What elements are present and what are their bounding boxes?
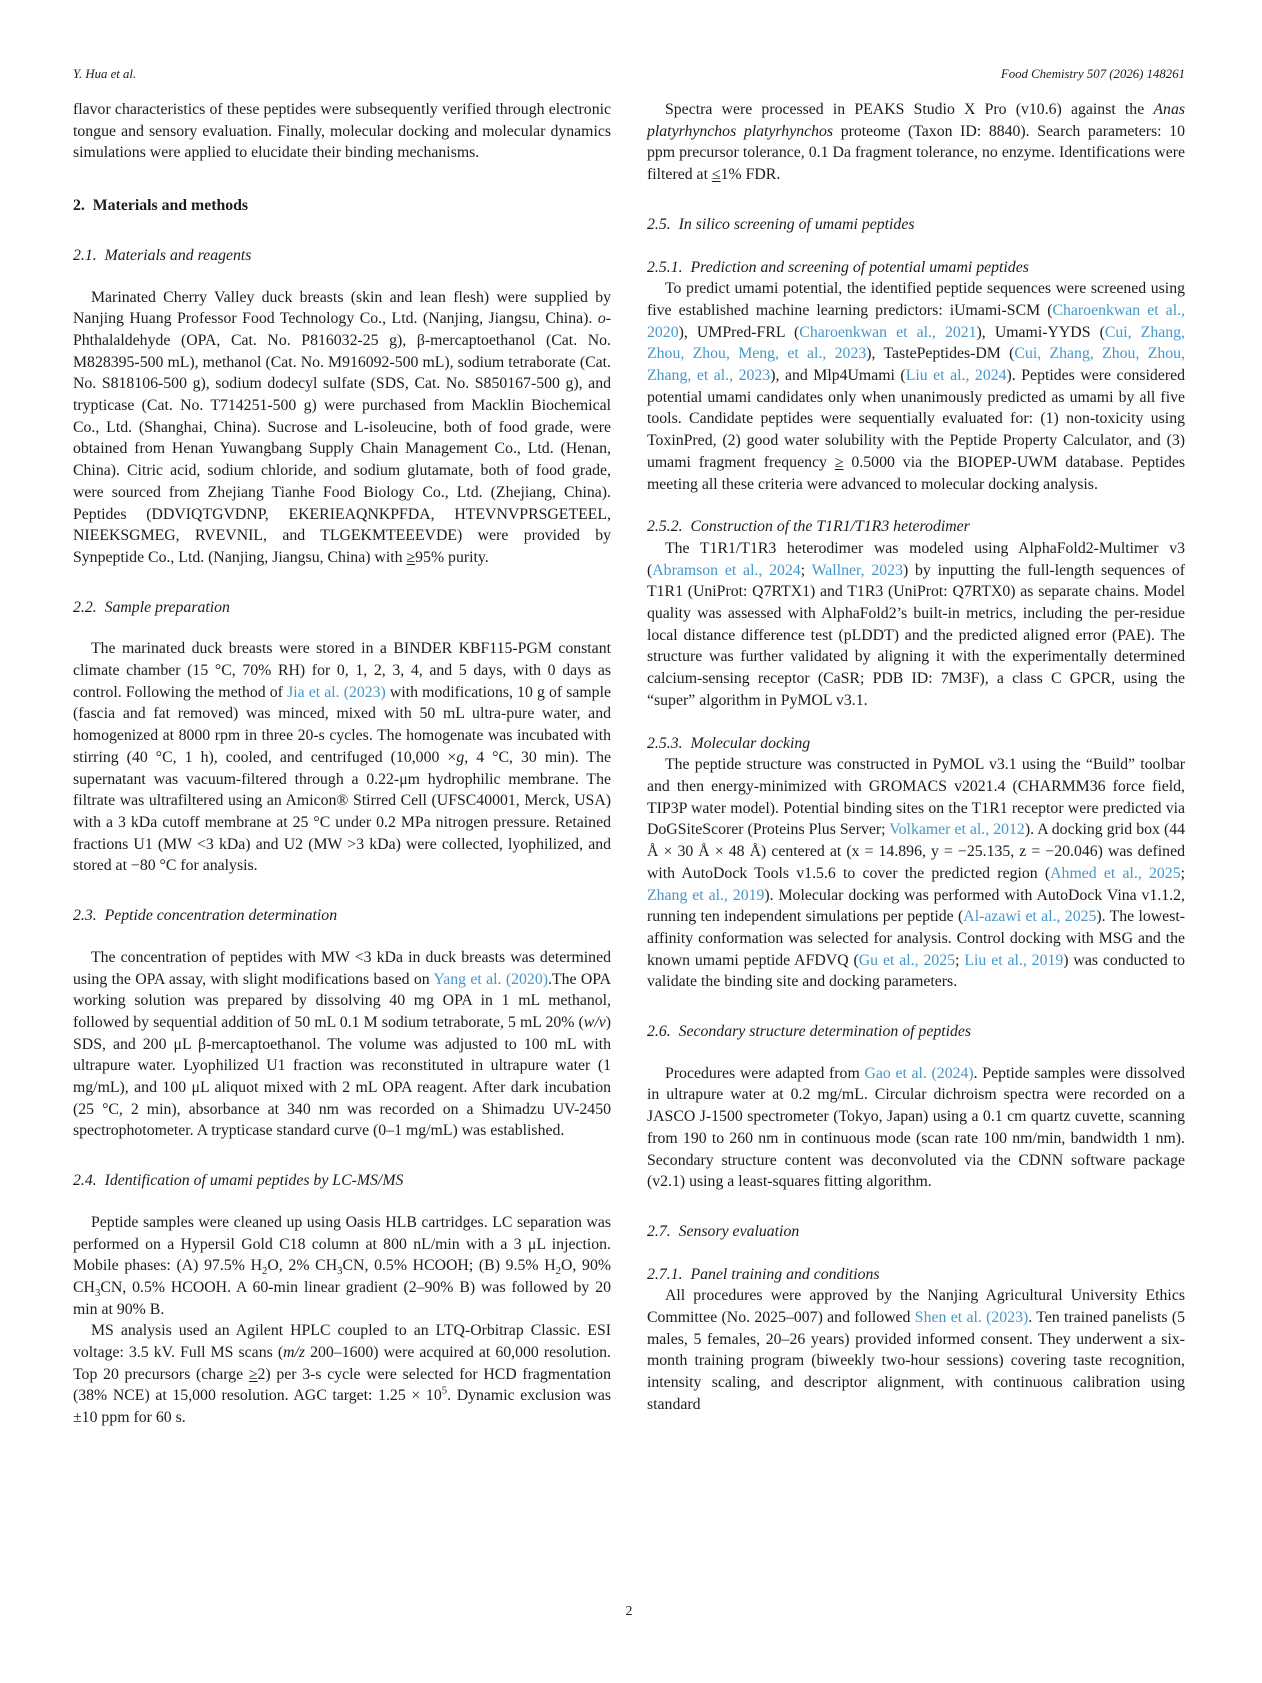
- citation-link[interactable]: Charoenkwan et al., 2021: [799, 323, 977, 341]
- paragraph: Spectra were processed in PEAKS Studio X Pro (v10.6) against the Anas platyrhynchos platyrhynchos proteome (Taxon ID: 8840). Search parameters: 10 ppm precursor tolerance, 0.1 Da fragment tolerance, no enzyme. Identifications were filtered at ≤1% FDR.: [647, 101, 1185, 184]
- citation-link[interactable]: Cui, Zhang, Zhou, Zhou, Zhang, et al., 2023: [647, 345, 1186, 385]
- subsubsection-heading: 2.5.1. Prediction and screening of potential umami peptides: [647, 258, 1029, 276]
- page-number: 2: [625, 1603, 633, 1618]
- subsection-heading: 2.1. Materials and reagents: [73, 246, 252, 264]
- underlined-symbol: ≤: [711, 166, 721, 184]
- subscript-text: 2: [262, 1265, 268, 1278]
- citation-link[interactable]: Volkamer et al., 2012: [889, 821, 1025, 839]
- citation-link[interactable]: Ahmed et al., 2025: [1050, 864, 1181, 882]
- italic-text: g: [456, 748, 465, 766]
- underlined-symbol: ≥: [834, 453, 844, 471]
- subsection-heading: 2.2. Sample preparation: [73, 598, 230, 616]
- paragraph: Procedures were adapted from Gao et al. (2024). Peptide samples were dissolved in ultrapure water at 0.2 mg/mL. Circular dichroism spectra were recorded on a JASCO J-1500 spectrometer (Tokyo, Japan) using a 0.1 cm quartz cuvette, scanning from 190 to 260 nm in continuous mode (scan rate 100 nm/min, bandwidth 1 nm). Secondary structure content was deconvoluted via the CDNN software package (v2.1) using a least-squares fitting algorithm.: [647, 1064, 1185, 1191]
- paragraph: MS analysis used an Agilent HPLC coupled to an LTQ-Orbitrap Classic. ESI voltage: 3.5 kV. Full MS scans (m/z 200–1600) were acquired at 60,000 resolution. Top 20 precursors (charge ≥2) per 3-s cycle were selected for HCD fragmentation (38% NCE) at 15,000 resolution. AGC target: $1.25 \times 10^5$. Dynamic exclusion was ±10 ppm for 60 s.: [73, 1322, 612, 1427]
- citation-link[interactable]: Cui, Zhang, Zhou, Zhou, Meng, et al., 2023: [647, 323, 1185, 363]
- subsection-heading: 2.4. Identification of umami peptides by LC-MS/MS: [73, 1172, 404, 1190]
- subsection-heading: 2.3. Peptide concentration determination: [73, 907, 338, 925]
- citation-link[interactable]: Gao et al. (2024): [864, 1064, 974, 1082]
- subsection-heading: 2.5. In silico screening of umami peptides: [647, 215, 915, 233]
- citation-link[interactable]: Al-azawi et al., 2025: [963, 908, 1097, 926]
- paragraph: To predict umami potential, the identified peptide sequences were screened using five established machine learning predictors: iUmami-SCM (Charoenkwan et al., 2020), UMPred-FRL (Charoenkwan et al., 2021), Umami-YYDS (Cui, Zhang, Zhou, Zhou, Meng, et al., 2023), TastePeptides-DM (Cui, Zhang, Zhou, Zhou, Zhang, et al., 2023), and Mlp4Umami (Liu et al., 2024). Peptides were considered potential umami candidates only when unanimously predicted as umami by all five tools. Candidate peptides were sequentially evaluated for: (1) non-toxicity using ToxinPred, (2) good water solubility with the Peptide Property Calculator, and (3) umami fragment frequency ≥ 0.5000 via the BIOPEP-UWM database. Peptides meeting all these criteria were advanced to molecular docking analysis.: [647, 280, 1186, 493]
- left-column: [73, 99, 611, 1429]
- right-column: [647, 99, 1185, 1429]
- underlined-symbol: ≥: [248, 1365, 258, 1383]
- citation-link[interactable]: Liu et al., 2019: [964, 951, 1064, 969]
- article-body: [73, 99, 1185, 1429]
- citation-link[interactable]: Wallner, 2023: [811, 561, 903, 579]
- italic-text: Anas platyrhynchos platyrhynchos: [647, 101, 1185, 140]
- running-header: [73, 67, 1185, 82]
- subsubsection-heading: 2.7.1. Panel training and conditions: [647, 1265, 880, 1283]
- section-heading: 2. Materials and methods: [73, 197, 249, 215]
- subsection-heading: 2.6. Secondary structure determination of peptides: [647, 1023, 972, 1041]
- subscript-text: 2: [555, 1265, 562, 1278]
- subsection-heading: 2.7. Sensory evaluation: [647, 1222, 800, 1240]
- superscript-text: 5: [441, 1385, 448, 1398]
- paragraph: All procedures were approved by the Nanjing Agricultural University Ethics Committee (No. 2025–007) and followed Shen et al. (2023). Ten trained panelists (5 males, 5 females, 20–26 years) provided informed consent. They underwent a six-month training program (biweekly two-hour sessions) covering taste recognition, intensity scaling, and descriptor alignment, with continuous calibration using standard: [647, 1287, 1186, 1413]
- citation-link[interactable]: Liu et al., 2024: [905, 367, 1007, 385]
- paragraph: Peptide samples were cleaned up using Oasis HLB cartridges. LC separation was performed on a Hypersil Gold C18 column at 800 nL/min with a 3 μL injection. Mobile phases: (A) 97.5% $H_2O$, 2% $CH_3CN$, 0.5% HCOOH; (B) 9.5% $H_2O$, 90% $CH_3CN$, 0.5% HCOOH. A 60-min linear gradient (2–90% B) was followed by 20 min at 90% B.: [73, 1213, 612, 1318]
- paragraph: The T1R1/T1R3 heterodimer was modeled using AlphaFold2-Multimer v3 (Abramson et al., 2024; Wallner, 2023) by inputting the full-length sequences of T1R1 (UniProt: Q7RTX1) and T1R3 (UniProt: Q7RTX0) as separate chains. Model quality was assessed with AlphaFold2’s built-in metrics, including the per-residue local distance difference test (pLDDT) and the predicted aligned error (PAE). The structure was further validated by aligning it with the experimentally determined calcium-sensing receptor (CaSR; PDB ID: 7M3F), a class C GPCR, using the “super” algorithm in PyMOL v3.1.: [647, 539, 1185, 709]
- running-header-authors: Y. Hua et al.: [73, 67, 137, 81]
- citation-link[interactable]: Yang et al. (2020): [433, 970, 548, 988]
- italic-text: o: [597, 310, 606, 328]
- underlined-symbol: ≥: [406, 548, 416, 566]
- italic-text: m/z: [283, 1344, 306, 1362]
- citation-link[interactable]: Charoenkwan et al., 2020: [647, 301, 1185, 341]
- paragraph: Marinated Cherry Valley duck breasts (skin and lean flesh) were supplied by Nanjing Huang Professor Food Technology Co., Ltd. (Nanjing, Jiangsu, China). o-Phthalaldehyde (OPA, Cat. No. P816032-25 g), β-mercaptoethanol (Cat. No. M828395-500 mL), methanol (Cat. No. M916092-500 mL), sodium tetraborate (Cat. No. S818106-500 g), sodium dodecyl sulfate (SDS, Cat. No. S850167-500 g), and trypticase (Cat. No. T714251-500 g) were purchased from Macklin Biochemical Co., Ltd. (Shanghai, China). Sucrose and L-isoleucine, both of food grade, were obtained from Henan Yuwangbang Supply Chain Management Co., Ltd. (Henan, China). Citric acid, sodium chloride, and sodium glutamate, both of food grade, were sourced from Zhejiang Tianhe Food Biology Co., Ltd. (Zhejiang, China). Peptides (DDVIQTGVDNP, EKERIEAQNKPFDA, HTEVNVPRSGETEEL, NIEEKSGMEG, RVEVNIL, and TLGEKMTEEEVDE) were provided by Synpeptide Co., Ltd. (Nanjing, Jiangsu, China) with ≥95% purity.: [73, 288, 611, 566]
- citation-link[interactable]: Zhang et al., 2019: [647, 886, 765, 904]
- subsubsection-heading: 2.5.2. Construction of the T1R1/T1R3 heterodimer: [647, 518, 970, 536]
- paragraph: flavor characteristics of these peptides were subsequently verified through electronic tongue and sensory evaluation. Finally, molecular docking and molecular dynamics simulations were applied to elucidate their binding mechanisms.: [73, 101, 611, 162]
- running-header-journal: Food Chemistry 507 (2026) 148261: [1000, 67, 1185, 81]
- paragraph: The peptide structure was constructed in PyMOL v3.1 using the “Build” toolbar and then energy-minimized with GROMACS v2021.4 (CHARMM36 force field, TIP3P water model). Potential binding sites on the T1R1 receptor were predicted via DoGSiteScorer (Proteins Plus Server; Volkamer et al., 2012). A docking grid box (44 Å × 30 Å × 48 Å) centered at (x = 14.896, y = −25.135, z = −20.046) was defined with AutoDock Tools v1.5.6 to cover the predicted region (Ahmed et al., 2025; Zhang et al., 2019). Molecular docking was performed with AutoDock Vina v1.1.2, running ten independent simulations per peptide (Al-azawi et al., 2025). The lowest-affinity conformation was selected for analysis. Control docking with MSG and the known umami peptide AFDVQ (Gu et al., 2025; Liu et al., 2019) was conducted to validate the binding site and docking parameters.: [647, 756, 1185, 991]
- paragraph: The marinated duck breasts were stored in a BINDER KBF115-PGM constant climate chamber (15 °C, 70% RH) for 0, 1, 2, 3, 4, and 5 days, with 0 days as control. Following the method of Jia et al. (2023) with modifications, 10 g of sample (fascia and fat removed) was minced, mixed with 50 mL ultra-pure water, and homogenized at 8000 rpm in three 20-s cycles. The homogenate was incubated with stirring (40 °C, 1 h), cooled, and centrifuged (10,000 ×g, 4 °C, 30 min). The supernatant was vacuum-filtered through a 0.22-μm hydrophilic membrane. The filtrate was ultrafiltered using an Amicon® Stirred Cell (UFSC40001, Merck, USA) with a 3 kDa cutoff membrane at 25 °C under 0.2 MPa nitrogen pressure. Retained fractions U1 (MW <3 kDa) and U2 (MW >3 kDa) were collected, lyophilized, and stored at −80 °C for analysis.: [73, 640, 611, 875]
- citation-link[interactable]: Gu et al., 2025: [858, 951, 956, 969]
- subscript-text: 3: [337, 1265, 343, 1278]
- citation-link[interactable]: Jia et al. (2023): [287, 683, 386, 701]
- citation-link[interactable]: Abramson et al., 2024: [652, 561, 801, 579]
- italic-text: w/v: [583, 1013, 606, 1031]
- paragraph: The concentration of peptides with MW <3 kDa in duck breasts was determined using the OPA assay, with slight modifications based on Yang et al. (2020).The OPA working solution was prepared by dissolving 40 mg OPA in 1 mL methanol, followed by sequential addition of 50 mL 0.1 M sodium tetraborate, 5 mL 20% (w/v) SDS, and 200 μL β-mercaptoethanol. The volume was adjusted to 100 mL with ultrapure water. Lyophilized U1 fraction was reconstituted in ultrapure water (1 mg/mL), and 100 μL aliquot mixed with 2 mL OPA reagent. After dark incubation (25 °C, 2 min), absorbance at 340 nm was recorded on a Shimadzu UV-2450 spectrophotometer. A trypticase standard curve (0–1 mg/mL) was established.: [73, 948, 612, 1140]
- subsubsection-heading: 2.5.3. Molecular docking: [647, 734, 811, 752]
- citation-link[interactable]: Shen et al. (2023): [914, 1309, 1029, 1327]
- subscript-text: 3: [94, 1287, 101, 1300]
